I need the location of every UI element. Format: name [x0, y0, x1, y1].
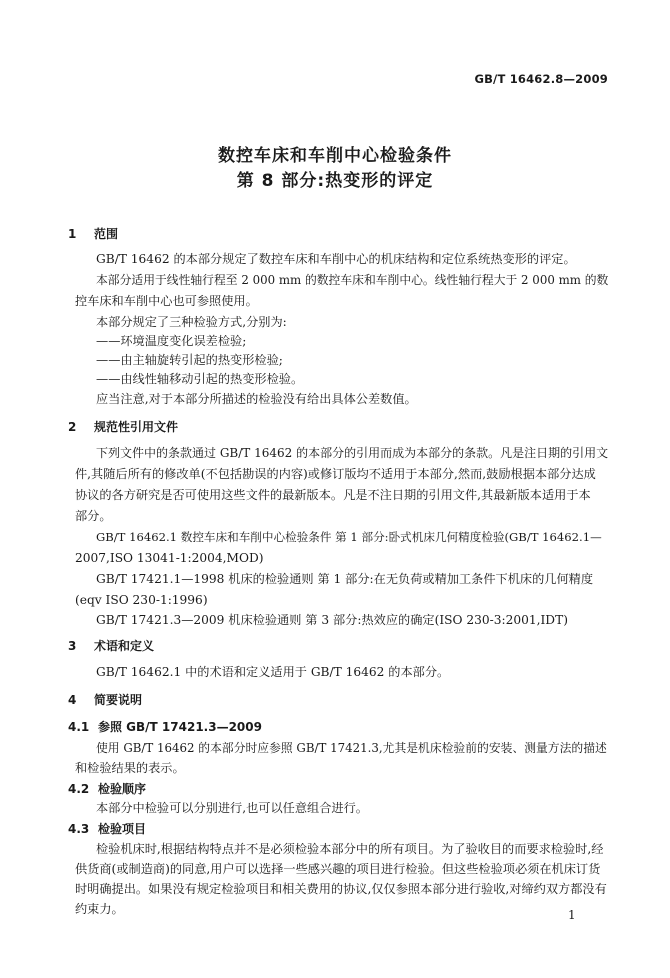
paragraph-line: 应当注意,对于本部分所描述的检验没有给出具体公差数值。 — [96, 392, 417, 406]
standard-code: GB/T 16462.8—2009 — [474, 72, 608, 86]
section-title: 规范性引用文件 — [94, 420, 179, 434]
page-number: 1 — [568, 908, 576, 922]
section-3-heading — [68, 637, 154, 654]
section-title: 参照 GB/T 17421.3—2009 — [98, 720, 262, 734]
section-title: 术语和定义 — [94, 639, 155, 653]
document-subtitle: 第 8 部分:热变形的评定 — [236, 171, 434, 191]
section-number: 4.1 — [68, 720, 90, 734]
paragraph-line: 本部分中检验可以分别进行,也可以任意组合进行。 — [96, 801, 368, 815]
paragraph-line: 部分。 — [75, 509, 112, 523]
section-2-heading — [68, 418, 178, 435]
section-number: 4.2 — [68, 782, 90, 796]
paragraph-line: 供货商(或制造商)的同意,用户可以选择一些感兴趣的项目进行检验。但这些检验项必须在机床订货 — [75, 862, 601, 876]
reference-line: (eqv ISO 230-1:1996) — [75, 593, 208, 607]
section-number: 4 — [68, 693, 77, 707]
paragraph-line: 检验机床时,根据结构特点并不是必须检验本部分中的所有项目。为了验收目的而要求检验时,经 — [96, 842, 604, 856]
section-title: 检验顺序 — [98, 782, 147, 796]
list-item: ——由主轴旋转引起的热变形检验; — [96, 353, 283, 367]
document-title: 数控车床和车削中心检验条件 — [218, 146, 452, 166]
paragraph-line: 时明确提出。如果没有规定检验项目和相关费用的协议,仅仅参照本部分进行验收,对缔约双方都没有 — [75, 882, 607, 896]
section-number: 3 — [68, 639, 77, 653]
paragraph-line: GB/T 16462.1 中的术语和定义适用于 GB/T 16462 的本部分。 — [96, 665, 450, 679]
reference-line: GB/T 16462.1 数控车床和车削中心检验条件 第 1 部分:卧式机床几何精度检验(GB/T 16462.1— — [96, 530, 602, 544]
list-item: ——环境温度变化误差检验; — [96, 334, 247, 348]
section-4-heading — [68, 691, 142, 708]
paragraph-line: 协议的各方研究是否可使用这些文件的最新版本。凡是不注日期的引用文件,其最新版本适用于本 — [75, 488, 591, 502]
reference-line: GB/T 17421.1—1998 机床的检验通则 第 1 部分:在无负荷或精加工条件下机床的几何精度 — [96, 572, 594, 586]
subsection-4-2-heading — [68, 780, 146, 797]
reference-line: GB/T 17421.3—2009 机床检验通则 第 3 部分:热效应的确定(ISO 230-3:2001,IDT) — [96, 613, 568, 627]
section-title: 简要说明 — [94, 693, 143, 707]
list-item: ——由线性轴移动引起的热变形检验。 — [96, 372, 304, 386]
paragraph-line: GB/T 16462 的本部分规定了数控车床和车削中心的机床结构和定位系统热变形的评定。 — [96, 252, 576, 266]
section-1-heading — [68, 225, 118, 242]
section-title: 范围 — [94, 227, 119, 241]
paragraph-line: 控车床和车削中心也可参照使用。 — [75, 294, 258, 308]
paragraph-line: 本部分规定了三种检验方式,分别为: — [96, 315, 287, 329]
subsection-4-3-heading — [68, 820, 146, 837]
reference-line: 2007,ISO 13041-1:2004,MOD) — [75, 551, 264, 565]
paragraph-line: 本部分适用于线性轴行程至 2 000 mm 的数控车床和车削中心。线性轴行程大于 2 000 mm 的数 — [96, 273, 609, 287]
paragraph-line: 下列文件中的条款通过 GB/T 16462 的本部分的引用而成为本部分的条款。凡是注日期的引用文 — [96, 446, 609, 460]
paragraph-line: 约束力。 — [75, 902, 124, 916]
section-number: 2 — [68, 420, 77, 434]
subsection-4-1-heading — [68, 718, 262, 735]
paragraph-line: 使用 GB/T 16462 的本部分时应参照 GB/T 17421.3,尤其是机床检验前的安装、测量方法的描述 — [96, 741, 607, 755]
section-number: 4.3 — [68, 822, 90, 836]
section-number: 1 — [68, 227, 77, 241]
section-title: 检验项目 — [98, 822, 147, 836]
paragraph-line: 和检验结果的表示。 — [75, 761, 185, 775]
paragraph-line: 件,其随后所有的修改单(不包括勘误的内容)或修订版均不适用于本部分,然而,鼓励根据本部分达成 — [75, 467, 596, 481]
